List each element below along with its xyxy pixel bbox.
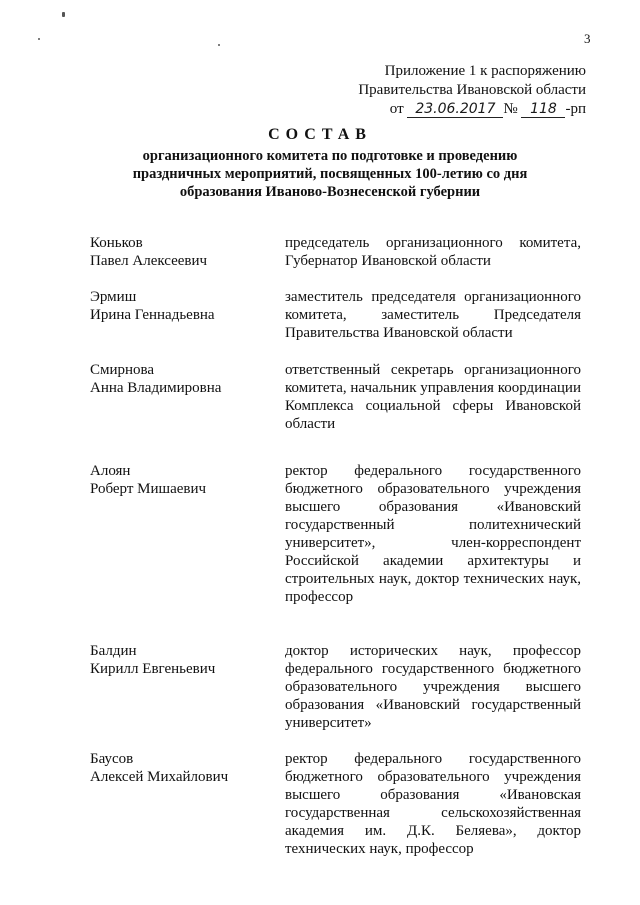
member-given-names: Кирилл Евгеньевич [90,661,216,677]
member-entry [90,361,584,433]
subtitle-line: образования Иваново-Вознесенской губернии [179,184,481,200]
date-prefix: от [389,101,404,117]
member-given-names: Роберт Мишаевич [90,481,207,497]
subtitle-line: праздничных мероприятий, посвященных 100-летию со дня [132,166,528,182]
member-surname: Коньков [90,235,143,251]
member-given-names: Павел Алексеевич [90,253,208,269]
member-name [90,462,285,498]
member-surname: Баусов [90,751,134,767]
member-name [90,361,285,397]
member-role: ответственный секретарь организационного комитета, начальник управления координации Комплекса социальной сферы Ивановской области [285,362,581,432]
committee-members-list [90,234,584,858]
member-role: председатель организационного комитета, Губернатор Ивановской области [285,235,581,269]
member-given-names: Алексей Михайлович [90,769,229,785]
member-given-names: Анна Владимировна [90,380,222,396]
appendix-block [286,62,586,119]
document-subtitle [120,147,540,201]
member-surname: Алоян [90,463,131,479]
scan-artifact [38,38,40,40]
member-name [90,288,285,324]
member-surname: Смирнова [90,362,155,378]
document-title: СОСТАВ [268,126,372,143]
member-entry [90,234,584,270]
scan-artifact [218,44,220,46]
member-name [90,642,285,678]
member-name [90,750,285,786]
member-role: ректор федерального государственного бюджетного образовательного учреждения высшего образования «Ивановская государственная сельскохозяйственная академия им. Д.К. Беляева», доктор технических наук, профессор [285,751,581,857]
handwritten-date: 23.06.2017 [407,101,503,118]
member-surname: Балдин [90,643,137,659]
member-surname: Эрмиш [90,289,137,305]
appendix-line-1: Приложение 1 к распоряжению [384,63,586,79]
number-prefix: № [503,101,518,117]
page-number: 3 [584,31,591,46]
appendix-date-line [286,100,586,119]
member-given-names: Ирина Геннадьевна [90,307,215,323]
handwritten-number: 118 [521,101,565,118]
scan-artifact [62,12,65,17]
member-role: заместитель председателя организационного комитета, заместитель Председателя Правительства Ивановской области [285,289,581,341]
member-entry [90,288,584,342]
number-suffix: -рп [565,101,586,117]
member-role: ректор федерального государственного бюджетного образовательного учреждения высшего образования «Ивановский государственный политехнический университет», член-корреспондент Российской академии архитектуры и строительных наук, доктор технических наук, профессор [285,463,581,605]
member-entry [90,750,584,858]
member-entry [90,462,584,606]
member-entry [90,642,584,732]
subtitle-line: организационного комитета по подготовке и проведению [142,148,518,164]
member-name [90,234,285,270]
member-role: доктор исторических наук, профессор федерального государственного бюджетного образовательного учреждения высшего образования «Ивановский государственный университет» [285,643,581,731]
appendix-line-2: Правительства Ивановской области [358,82,586,98]
